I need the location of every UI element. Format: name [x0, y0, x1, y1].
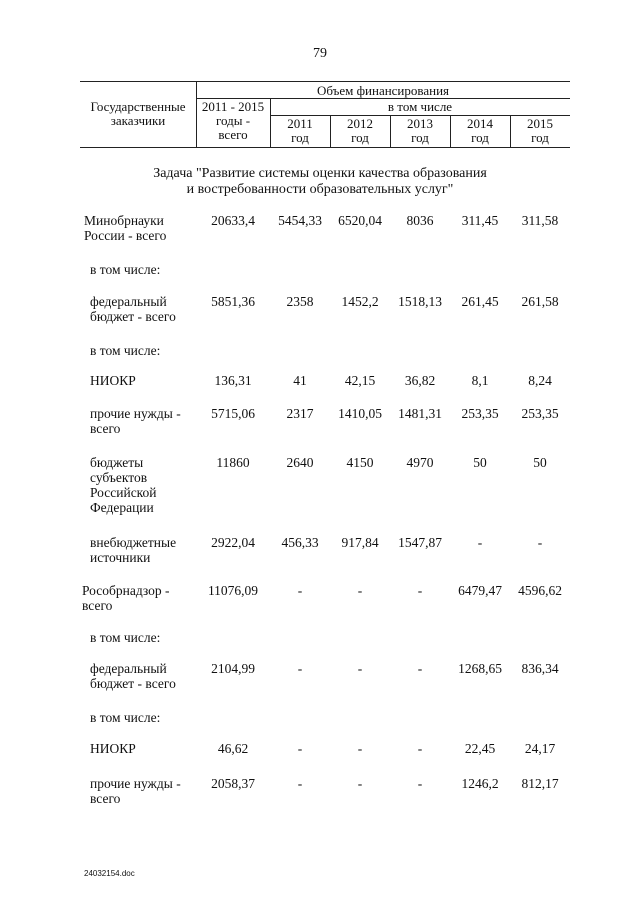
- cell-2011: 2317: [286, 406, 314, 421]
- cell-2012: 4150: [346, 455, 374, 470]
- cell-2014: 253,35: [461, 406, 499, 421]
- row-label: федеральный бюджет - всего: [90, 661, 176, 691]
- cell-2012: -: [357, 741, 363, 756]
- task-title-line: Задача "Развитие системы оценки качества образования: [153, 166, 487, 181]
- row-label: в том числе:: [90, 262, 161, 277]
- cell-2011: 456,33: [281, 535, 319, 550]
- cell-total: 5851,36: [211, 294, 255, 309]
- cell-2014: 311,45: [461, 213, 499, 228]
- cell-total: 136,31: [214, 373, 252, 388]
- header-funding: Объем финансирования: [316, 83, 450, 98]
- cell-2015: 812,17: [521, 776, 559, 791]
- cell-2013: 4970: [406, 455, 434, 470]
- cell-2014: 261,45: [461, 294, 499, 309]
- cell-2013: -: [417, 583, 423, 598]
- cell-2015: -: [537, 535, 543, 550]
- cell-2013: 1481,31: [398, 406, 442, 421]
- row-label: прочие нужды - всего: [90, 406, 181, 436]
- cell-total: 46,62: [217, 741, 249, 756]
- cell-2013: 8036: [406, 213, 434, 228]
- header-divider: [330, 115, 331, 147]
- cell-2014: 1268,65: [458, 661, 502, 676]
- cell-2012: -: [357, 661, 363, 676]
- header-bottom-rule: [80, 147, 570, 148]
- task-title-line: и востребованности образовательных услуг": [186, 182, 454, 197]
- document-footer: 24032154.doc: [84, 869, 135, 878]
- cell-2013: -: [417, 776, 423, 791]
- cell-2015: 8,24: [528, 373, 552, 388]
- cell-2012: 1410,05: [338, 406, 382, 421]
- header-year: 2014 год: [467, 116, 493, 145]
- header-top-rule: [80, 81, 570, 82]
- cell-2014: 6479,47: [458, 583, 502, 598]
- row-label: в том числе:: [90, 710, 161, 725]
- cell-2015: 261,58: [521, 294, 559, 309]
- cell-2015: 836,34: [521, 661, 559, 676]
- header-year: 2015 год: [527, 116, 553, 145]
- cell-2015: 4596,62: [518, 583, 562, 598]
- row-label: прочие нужды - всего: [90, 776, 181, 806]
- cell-2014: 50: [473, 455, 487, 470]
- cell-2014: 22,45: [464, 741, 496, 756]
- header-divider: [510, 115, 511, 147]
- cell-2013: 1547,87: [398, 535, 442, 550]
- header-divider: [450, 115, 451, 147]
- cell-total: 11860: [216, 455, 250, 470]
- cell-2014: 1246,2: [461, 776, 499, 791]
- cell-2015: 24,17: [524, 741, 556, 756]
- header-including: в том числе: [387, 99, 453, 114]
- row-label: бюджеты субъектов Российской Федерации: [90, 455, 157, 515]
- row-label: Минобрнауки России - всего: [84, 213, 167, 243]
- cell-2011: 2358: [286, 294, 314, 309]
- header-year: 2012 год: [347, 116, 373, 145]
- cell-total: 2922,04: [211, 535, 255, 550]
- cell-2012: 42,15: [344, 373, 376, 388]
- cell-2013: 1518,13: [398, 294, 442, 309]
- cell-2013: 36,82: [404, 373, 436, 388]
- cell-2014: -: [477, 535, 483, 550]
- cell-total: 2104,99: [211, 661, 255, 676]
- row-label: НИОКР: [90, 373, 136, 388]
- cell-2013: -: [417, 661, 423, 676]
- cell-2011: 41: [293, 373, 307, 388]
- cell-2011: -: [297, 661, 303, 676]
- cell-2012: 6520,04: [338, 213, 382, 228]
- cell-total: 20633,4: [211, 213, 255, 228]
- row-label: в том числе:: [90, 630, 161, 645]
- cell-2012: -: [357, 776, 363, 791]
- row-label: Рособрнадзор - всего: [82, 583, 170, 613]
- cell-2011: -: [297, 741, 303, 756]
- header-divider: [390, 115, 391, 147]
- header-total: 2011 - 2015 годы - всего: [201, 99, 265, 142]
- row-label: внебюджетные источники: [90, 535, 177, 565]
- cell-total: 2058,37: [211, 776, 255, 791]
- page-number: 79: [313, 46, 327, 61]
- cell-2011: -: [297, 776, 303, 791]
- row-label: НИОКР: [90, 741, 136, 756]
- cell-2012: 917,84: [341, 535, 379, 550]
- cell-2015: 311,58: [521, 213, 559, 228]
- cell-2012: -: [357, 583, 363, 598]
- cell-total: 5715,06: [211, 406, 255, 421]
- cell-2011: 2640: [286, 455, 314, 470]
- cell-2015: 50: [533, 455, 547, 470]
- header-customers: Государственные заказчики: [90, 99, 186, 128]
- row-label: в том числе:: [90, 343, 161, 358]
- cell-2011: 5454,33: [278, 213, 322, 228]
- task-title: [0, 166, 640, 198]
- cell-2012: 1452,2: [341, 294, 379, 309]
- cell-2011: -: [297, 583, 303, 598]
- row-label: федеральный бюджет - всего: [90, 294, 176, 324]
- cell-2013: -: [417, 741, 423, 756]
- cell-2014: 8,1: [471, 373, 489, 388]
- cell-total: 11076,09: [207, 583, 259, 598]
- cell-2015: 253,35: [521, 406, 559, 421]
- header-year: 2013 год: [407, 116, 433, 145]
- header-year: 2011 год: [287, 116, 313, 145]
